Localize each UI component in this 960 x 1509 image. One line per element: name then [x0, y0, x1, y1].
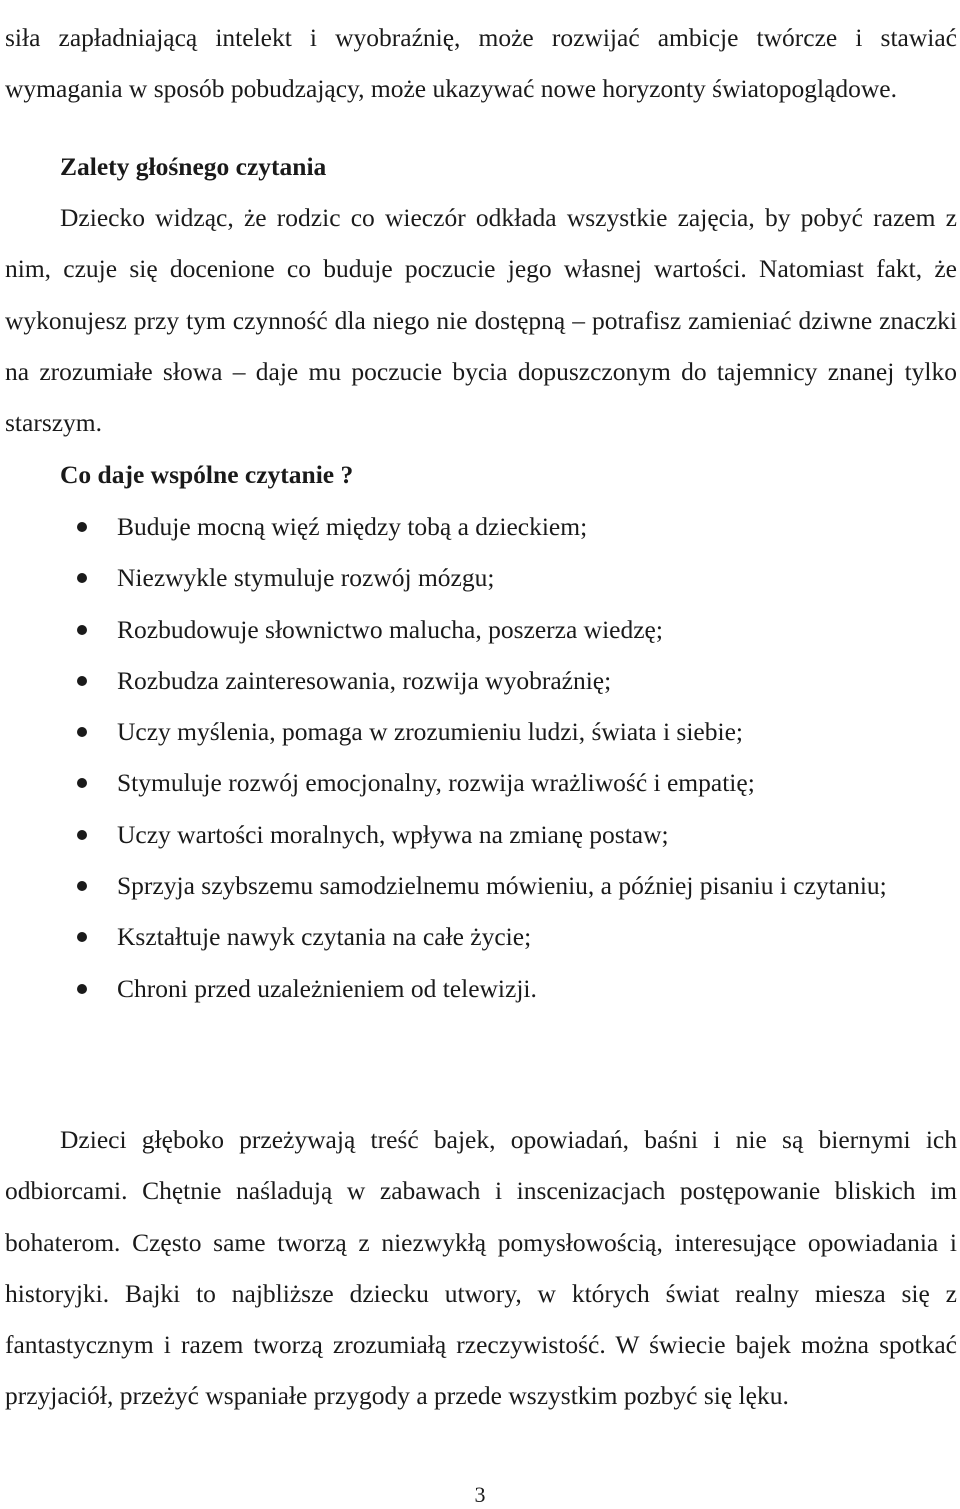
intro-paragraph: siła zapładniającą intelekt i wyobraźnię, może rozwijać ambicje twórcze i stawiać wymagania w sposób pobudzający, może ukazywać nowe horyzonty światopoglądowe. — [5, 23, 957, 104]
closing-paragraph: Dzieci głęboko przeżywają treść bajek, opowiadań, baśni i nie są biernymi ich odbiorcami. Chętnie naśladują w zabawach i inscenizacjach postępowanie bliskich im bohaterom. Często same tworzą z niezwykłą pomysłowością, interesujące opowiadania i historyjki. Bajki to najbliższe dziecku utwory, w których świat realny miesza się z fantastycznym i razem tworzą zrozumiałą rzeczywistość. W świecie bajek można spotkać przyjaciół, przeżyć wspaniałe przygody a przede wszystkim pozbyć się lęku. — [5, 1125, 957, 1411]
list-item-text: Sprzyja szybszemu samodzielnemu mówieniu, a później pisaniu i czytaniu; — [117, 871, 887, 901]
list-item — [0, 552, 957, 603]
list-item-text: Rozbudza zainteresowania, rozwija wyobraźnię; — [117, 665, 612, 695]
page-number: 3 — [474, 1482, 486, 1507]
bullet-icon — [77, 778, 87, 788]
list-item — [0, 860, 957, 911]
list-item — [0, 604, 957, 655]
section-heading-reading-aloud: Zalety głośnego czytania — [60, 152, 327, 181]
bullet-icon — [77, 932, 87, 942]
list-item — [0, 706, 957, 757]
bullet-icon — [77, 573, 87, 583]
list-item-text: Buduje mocną więź między tobą a dzieckiem; — [117, 512, 588, 541]
bullet-icon — [77, 676, 87, 686]
bullet-icon — [77, 625, 87, 635]
reading-aloud-paragraph: Dziecko widząc, że rodzic co wieczór odkłada wszystkie zajęcia, by pobyć razem z nim, czuje się docenione co buduje poczucie jego własnej wartości. Natomiast fakt, że wykonujesz przy tym czynność dla niego nie dostępną – potrafisz zamieniać dziwne znaczki na zrozumiałe słowa – daje mu poczucie bycia dopuszczonym do tajemnicy znanej tylko starszym. — [5, 203, 957, 438]
list-item-text: Uczy myślenia, pomaga w zrozumieniu ludzi, świata i siebie; — [117, 717, 743, 747]
bullet-icon — [77, 830, 87, 840]
bullet-icon — [77, 984, 87, 994]
list-item-text: Kształtuje nawyk czytania na całe życie; — [117, 922, 532, 952]
list-item — [0, 963, 957, 1014]
bullet-icon — [77, 522, 87, 532]
list-item — [0, 911, 957, 962]
bullet-icon — [77, 881, 87, 891]
list-item — [0, 809, 957, 860]
list-item-text: Stymuluje rozwój emocjonalny, rozwija wrażliwość i empatię; — [117, 768, 755, 798]
benefits-list — [0, 501, 960, 1014]
list-item-text: Rozbudowuje słownictwo malucha, poszerza wiedzę; — [117, 614, 663, 644]
bullet-icon — [77, 727, 87, 737]
list-item — [0, 501, 957, 552]
list-item-text: Chroni przed uzależnieniem od telewizji. — [117, 973, 537, 1003]
list-item-text: Niezwykle stymuluje rozwój mózgu; — [117, 563, 495, 593]
section-heading-shared-reading: Co daje wspólne czytanie ? — [60, 460, 354, 489]
list-item — [0, 757, 957, 808]
list-item-text: Uczy wartości moralnych, wpływa na zmianę postaw; — [117, 819, 669, 849]
list-item — [0, 655, 957, 706]
